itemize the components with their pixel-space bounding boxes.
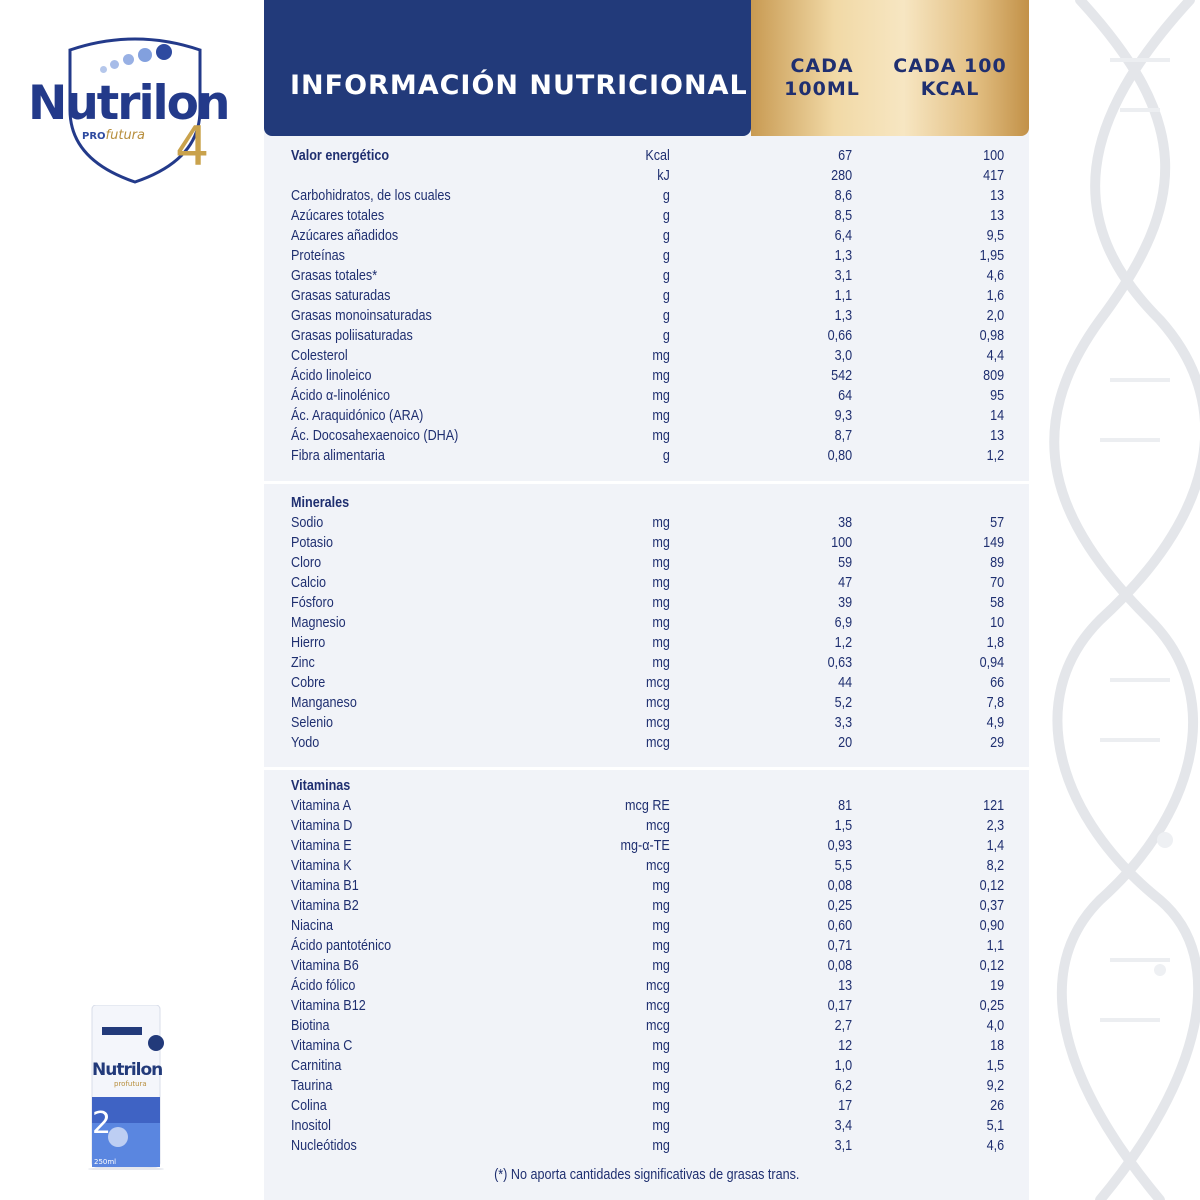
table-row	[291, 407, 1004, 427]
column-header-per-100kcal: CADA 100 KCAL	[893, 55, 1007, 100]
unit: mg	[652, 367, 670, 384]
value-per-100kcal: 2,0	[986, 307, 1005, 324]
value-per-100ml: 5,2	[834, 694, 853, 711]
nutrient-name: Ácido pantoténico	[291, 937, 392, 954]
value-per-100ml: 0,80	[827, 447, 853, 464]
value-per-100kcal: 89	[990, 554, 1005, 571]
pack-volume: 250ml	[94, 1158, 117, 1166]
nutrient-name: Manganeso	[291, 694, 357, 711]
nutrient-name: Vitamina B2	[291, 897, 359, 914]
value-per-100kcal: 5,1	[986, 1117, 1005, 1134]
table-row	[291, 977, 1004, 997]
nutrient-name: Cobre	[291, 674, 326, 691]
table-row	[291, 694, 1004, 714]
value-per-100kcal: 4,9	[986, 714, 1005, 731]
value-per-100ml: 1,1	[834, 287, 853, 304]
value-per-100kcal: 4,0	[986, 1017, 1005, 1034]
nutrient-name: Hierro	[291, 634, 326, 651]
value-per-100ml: 0,08	[827, 877, 853, 894]
table-row	[291, 897, 1004, 917]
value-per-100ml: 3,0	[834, 347, 853, 364]
value-per-100kcal: 19	[990, 977, 1005, 994]
nutrient-name: Vitamina K	[291, 857, 352, 874]
value-per-100ml: 9,3	[834, 407, 853, 424]
nutrient-name: Magnesio	[291, 614, 346, 631]
table-row	[291, 187, 1004, 207]
value-per-100ml: 0,17	[827, 997, 853, 1014]
value-per-100ml: 0,93	[827, 837, 853, 854]
value-per-100kcal: 0,90	[979, 917, 1005, 934]
unit: mg	[652, 554, 670, 571]
unit: mg	[652, 654, 670, 671]
table-row	[291, 327, 1004, 347]
nutrient-name: Vitamina D	[291, 817, 353, 834]
value-per-100ml: 38	[838, 514, 853, 531]
table-row	[291, 307, 1004, 327]
unit: g	[662, 207, 670, 224]
value-per-100kcal: 14	[990, 407, 1005, 424]
value-per-100kcal: 1,2	[986, 447, 1005, 464]
table-row	[291, 447, 1004, 467]
nutrient-name: Sodio	[291, 514, 324, 531]
unit: g	[662, 327, 670, 344]
unit: g	[662, 187, 670, 204]
table-row	[291, 654, 1004, 674]
page-title: INFORMACIÓN NUTRICIONAL	[290, 70, 748, 101]
unit: mg	[652, 387, 670, 404]
table-row	[291, 347, 1004, 367]
value-per-100kcal: 95	[990, 387, 1005, 404]
value-per-100kcal: 0,12	[979, 957, 1005, 974]
table-row	[291, 937, 1004, 957]
nutrient-name: Selenio	[291, 714, 334, 731]
value-per-100kcal: 13	[990, 207, 1005, 224]
unit: mg	[652, 937, 670, 954]
section-divider	[264, 481, 1029, 484]
nutrient-name: Grasas poliisaturadas	[291, 327, 413, 344]
value-per-100kcal: 1,8	[986, 634, 1005, 651]
nutrient-name: Ácido fólico	[291, 977, 356, 994]
table-row	[291, 817, 1004, 837]
value-per-100ml: 0,63	[827, 654, 853, 671]
unit: g	[662, 307, 670, 324]
nutrient-name: Colesterol	[291, 347, 348, 364]
value-per-100kcal: 0,12	[979, 877, 1005, 894]
unit: mg	[652, 957, 670, 974]
table-row	[291, 427, 1004, 447]
unit: mg	[652, 1037, 670, 1054]
table-row	[291, 1037, 1004, 1057]
table-row	[291, 797, 1004, 817]
nutrient-name: Cloro	[291, 554, 322, 571]
value-per-100kcal: 4,6	[986, 1137, 1005, 1154]
unit: mg	[652, 917, 670, 934]
value-per-100ml: 81	[838, 797, 853, 814]
table-header-title-cell	[264, 0, 751, 136]
unit: mg	[652, 1057, 670, 1074]
value-per-100kcal: 7,8	[986, 694, 1005, 711]
nutrient-name: Vitamina C	[291, 1037, 353, 1054]
value-per-100ml: 44	[838, 674, 853, 691]
table-row	[291, 1017, 1004, 1037]
nutrient-name: Vitamina B6	[291, 957, 359, 974]
nutrient-name: Yodo	[291, 734, 320, 751]
value-per-100kcal: 149	[983, 534, 1005, 551]
unit: mcg	[646, 857, 670, 874]
brand-subline: PROfutura	[82, 128, 145, 143]
table-row	[291, 714, 1004, 734]
value-per-100ml: 3,3	[834, 714, 853, 731]
value-per-100kcal: 1,95	[979, 247, 1005, 264]
unit: mg	[652, 897, 670, 914]
table-row	[291, 997, 1004, 1017]
nutrient-name: Colina	[291, 1097, 327, 1114]
pack-stage-number: 2	[92, 1106, 112, 1141]
value-per-100kcal: 66	[990, 674, 1005, 691]
nutrient-name: Inositol	[291, 1117, 331, 1134]
table-row	[291, 554, 1004, 574]
table-row	[291, 1057, 1004, 1077]
value-per-100kcal: 1,4	[986, 837, 1005, 854]
table-row: kJ 280 417	[657, 167, 1005, 184]
value-per-100kcal: 10	[990, 614, 1005, 631]
nutrient-name: Calcio	[291, 574, 327, 591]
table-row	[291, 837, 1004, 857]
value-per-100kcal: 26	[990, 1097, 1005, 1114]
column-header-per-100ml: CADA 100ML	[784, 55, 860, 100]
nutrient-name: Taurina	[291, 1077, 333, 1094]
value-per-100kcal: 1,6	[986, 287, 1005, 304]
section-divider	[264, 767, 1029, 770]
unit: mg	[652, 877, 670, 894]
table-row	[291, 917, 1004, 937]
unit: g	[662, 247, 670, 264]
value-per-100ml: 8,5	[834, 207, 853, 224]
value-per-100ml: 5,5	[834, 857, 853, 874]
unit: g	[662, 447, 670, 464]
value-per-100ml: 3,1	[834, 267, 853, 284]
nutrient-name: Vitamina A	[291, 797, 352, 814]
nutrient-name: Biotina	[291, 1017, 330, 1034]
value-per-100kcal: 121	[983, 797, 1005, 814]
unit: mg	[652, 347, 670, 364]
table-row	[291, 614, 1004, 634]
nutrient-name: Niacina	[291, 917, 334, 934]
value-per-100ml: 13	[838, 977, 853, 994]
value-per-100ml: 1,0	[834, 1057, 853, 1074]
nutrient-name: Vitamina B12	[291, 997, 366, 1014]
value-per-100ml: 2,7	[834, 1017, 853, 1034]
value-per-100ml: 8,7	[834, 427, 853, 444]
value-per-100ml: 100	[831, 534, 853, 551]
unit: mcg	[646, 734, 670, 751]
value-per-100ml: 0,71	[827, 937, 853, 954]
table-row	[291, 957, 1004, 977]
brand-wordmark: Nutrilon	[28, 76, 229, 131]
value-per-100kcal: 0,98	[979, 327, 1005, 344]
value-per-100kcal: 2,3	[986, 817, 1005, 834]
nutrient-name: Proteínas	[291, 247, 345, 264]
table-row	[291, 247, 1004, 267]
nutrient-name: Nucleótidos	[291, 1137, 357, 1154]
unit: mg	[652, 1117, 670, 1134]
value-per-100ml: 8,6	[834, 187, 853, 204]
value-per-100kcal: 70	[990, 574, 1005, 591]
nutrient-name: Ác. Docosahexaenoico (DHA)	[291, 427, 459, 444]
nutrient-name: Vitamina B1	[291, 877, 359, 894]
value-per-100ml: 1,5	[834, 817, 853, 834]
section-title-minerals: Minerales	[291, 494, 350, 511]
nutrient-name: Carnitina	[291, 1057, 342, 1074]
value-per-100kcal: 0,37	[979, 897, 1005, 914]
unit: g	[662, 267, 670, 284]
unit: mg	[652, 574, 670, 591]
nutrient-name: Azúcares totales	[291, 207, 385, 224]
unit: mg	[652, 614, 670, 631]
nutrient-name: Fósforo	[291, 594, 334, 611]
value-per-100ml: 39	[838, 594, 853, 611]
unit: mg-α-TE	[620, 837, 670, 854]
value-per-100ml: 0,25	[827, 897, 853, 914]
table-row	[291, 367, 1004, 387]
unit: mcg	[646, 694, 670, 711]
value-per-100ml: 3,1	[834, 1137, 853, 1154]
table-row	[291, 674, 1004, 694]
table-row	[291, 267, 1004, 287]
value-per-100kcal: 1,1	[986, 937, 1005, 954]
value-per-100kcal: 58	[990, 594, 1005, 611]
nutrient-name: Zinc	[291, 654, 315, 671]
table-row	[291, 1097, 1004, 1117]
nutrient-name: Grasas saturadas	[291, 287, 391, 304]
value-per-100ml: 12	[838, 1037, 853, 1054]
unit: mg	[652, 1077, 670, 1094]
nutrient-name: Grasas monoinsaturadas	[291, 307, 432, 324]
table-row	[291, 634, 1004, 654]
unit: mg	[652, 594, 670, 611]
brand-stage-number: 4	[175, 115, 210, 178]
pack-subline: profutura	[114, 1080, 147, 1088]
table-row	[291, 1077, 1004, 1097]
value-per-100kcal: 1,5	[986, 1057, 1005, 1074]
value-per-100kcal: 9,2	[986, 1077, 1005, 1094]
footnote: (*) No aporta cantidades significativas de grasas trans.	[493, 1166, 800, 1183]
brand-logo	[20, 30, 230, 190]
nutrient-name: Ácido linoleico	[291, 367, 372, 384]
table-row	[291, 594, 1004, 614]
unit: g	[662, 287, 670, 304]
value-per-100ml: 17	[838, 1097, 853, 1114]
unit: g	[662, 227, 670, 244]
unit: mg	[652, 1137, 670, 1154]
table-row: Kcal 67 100	[645, 147, 1005, 164]
value-per-100ml: 0,60	[827, 917, 853, 934]
unit: mg	[652, 407, 670, 424]
section-title-energy: Valor energético	[291, 147, 390, 164]
dna-helix-decoration	[1040, 0, 1200, 1200]
unit: mcg	[646, 997, 670, 1014]
value-per-100kcal: 9,5	[986, 227, 1005, 244]
section-title-vitamins: Vitaminas	[291, 777, 351, 794]
unit: mcg RE	[625, 797, 670, 814]
nutrient-name: Vitamina E	[291, 837, 352, 854]
table-row	[291, 857, 1004, 877]
table-row	[291, 574, 1004, 594]
value-per-100ml: 6,9	[834, 614, 853, 631]
unit: mg	[652, 534, 670, 551]
value-per-100ml: 542	[831, 367, 853, 384]
value-per-100ml: 6,2	[834, 1077, 853, 1094]
table-row	[291, 534, 1004, 554]
value-per-100ml: 1,3	[834, 307, 853, 324]
pack-brand: Nutrilon	[92, 1060, 163, 1080]
table-row	[291, 207, 1004, 227]
nutrient-name: Ác. Araquidónico (ARA)	[291, 407, 424, 424]
unit: mg	[652, 1097, 670, 1114]
value-per-100kcal: 8,2	[986, 857, 1005, 874]
value-per-100kcal: 0,25	[979, 997, 1005, 1014]
table-row	[291, 1137, 1004, 1157]
unit: mcg	[646, 977, 670, 994]
value-per-100kcal: 809	[983, 367, 1005, 384]
unit: mg	[652, 427, 670, 444]
value-per-100ml: 6,4	[834, 227, 853, 244]
unit: mcg	[646, 714, 670, 731]
nutrient-name: Grasas totales*	[291, 267, 378, 284]
table-row	[291, 387, 1004, 407]
value-per-100kcal: 18	[990, 1037, 1005, 1054]
unit: mcg	[646, 674, 670, 691]
value-per-100ml: 0,08	[827, 957, 853, 974]
value-per-100kcal: 57	[990, 514, 1005, 531]
value-per-100kcal: 13	[990, 187, 1005, 204]
value-per-100ml: 20	[838, 734, 853, 751]
unit: mcg	[646, 817, 670, 834]
nutrient-name: Azúcares añadidos	[291, 227, 399, 244]
unit: mg	[652, 514, 670, 531]
value-per-100ml: 0,66	[827, 327, 853, 344]
table-row	[291, 514, 1004, 534]
value-per-100ml: 64	[838, 387, 853, 404]
value-per-100ml: 3,4	[834, 1117, 853, 1134]
nutrient-name: Fibra alimentaria	[291, 447, 385, 464]
value-per-100ml: 59	[838, 554, 853, 571]
table-row	[291, 287, 1004, 307]
value-per-100kcal: 4,6	[986, 267, 1005, 284]
nutrient-name: Potasio	[291, 534, 334, 551]
table-row	[291, 877, 1004, 897]
value-per-100ml: 1,3	[834, 247, 853, 264]
value-per-100ml: 47	[838, 574, 853, 591]
table-row	[291, 1117, 1004, 1137]
nutrient-name: Ácido α-linolénico	[291, 387, 391, 404]
value-per-100kcal: 13	[990, 427, 1005, 444]
unit: mcg	[646, 1017, 670, 1034]
table-row	[291, 734, 1004, 754]
value-per-100kcal: 0,94	[979, 654, 1005, 671]
value-per-100kcal: 4,4	[986, 347, 1005, 364]
value-per-100kcal: 29	[990, 734, 1005, 751]
unit: mg	[652, 634, 670, 651]
nutrient-name: Carbohidratos, de los cuales	[291, 187, 451, 204]
table-row	[291, 227, 1004, 247]
value-per-100ml: 1,2	[834, 634, 853, 651]
